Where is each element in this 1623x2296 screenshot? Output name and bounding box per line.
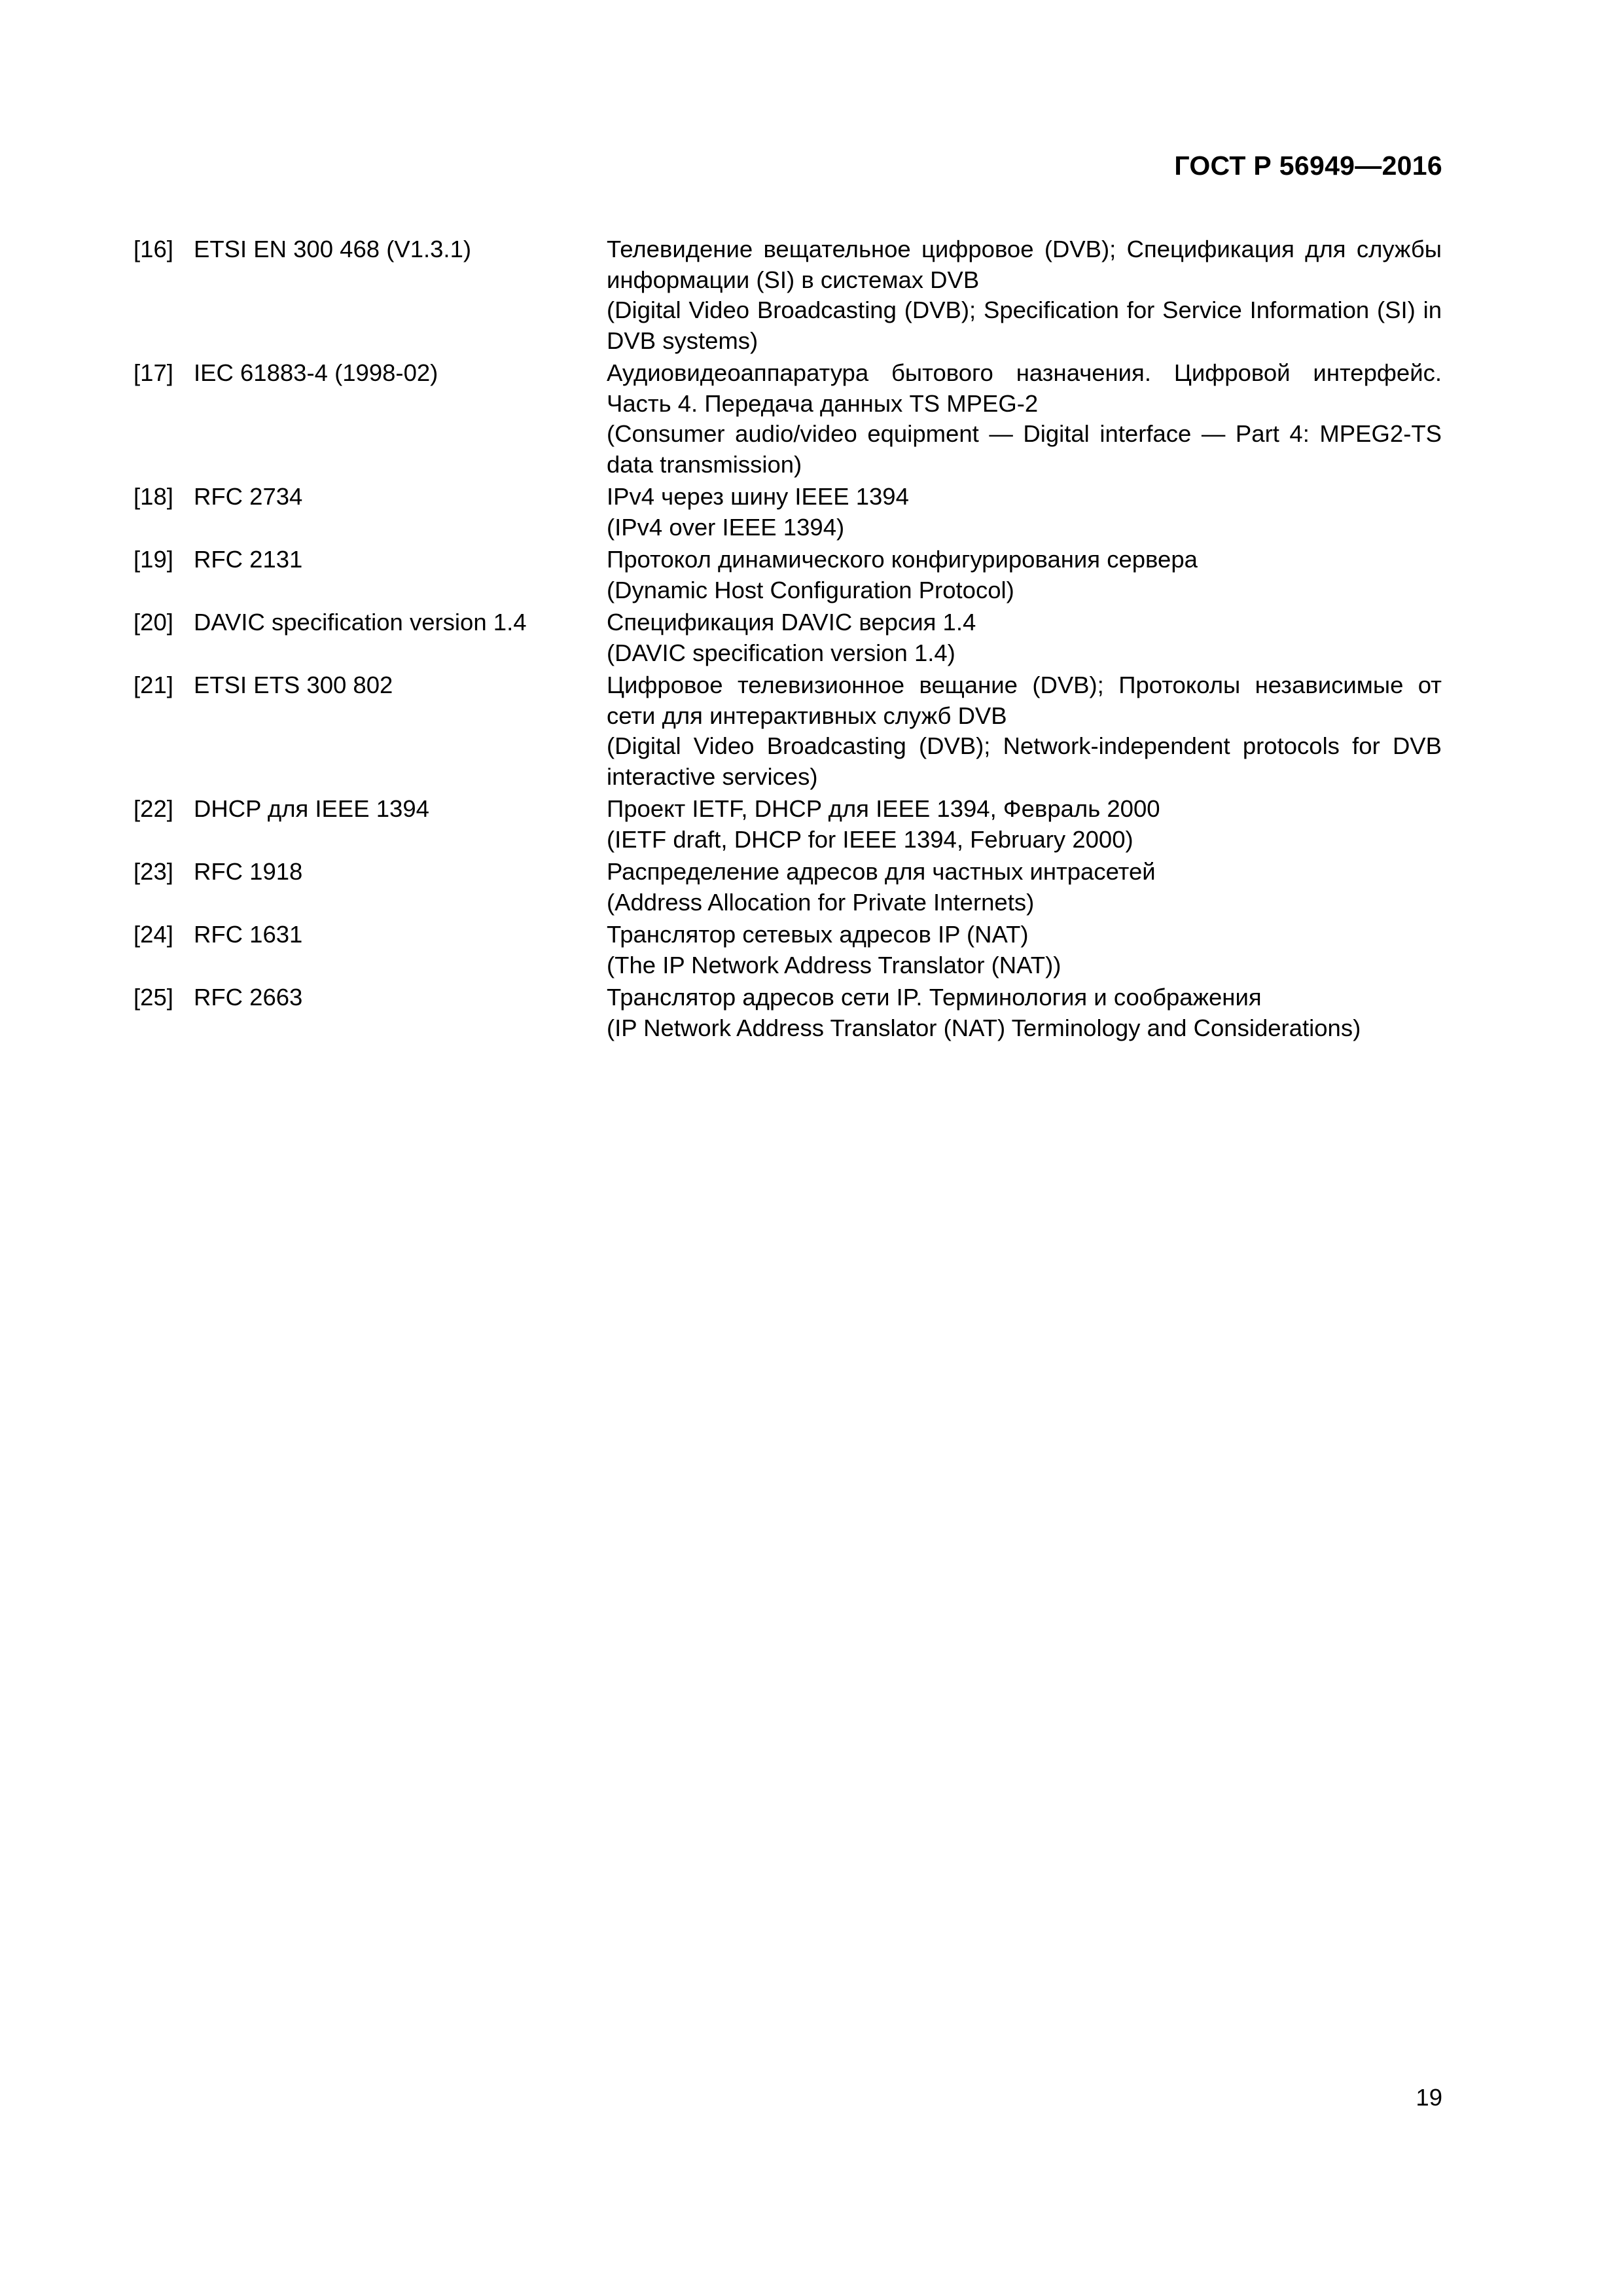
reference-code: ETSI EN 300 468 (V1.3.1) — [194, 236, 472, 262]
document-code: ГОСТ Р 56949—2016 — [1174, 151, 1442, 181]
reference-title-en: (Address Allocation for Private Internets) — [607, 888, 1035, 916]
reference-description — [607, 794, 1442, 855]
reference-code: DAVIC specification version 1.4 — [194, 609, 527, 636]
reference-number: [19] — [134, 546, 173, 573]
reference-title-en: (Dynamic Host Configuration Protocol) — [607, 576, 1014, 603]
reference-title-ru: Проект IETF, DHCP для IEEE 1394, Февраль 2000 — [607, 795, 1160, 822]
reference-code: DHCP для IEEE 1394 — [194, 795, 429, 822]
reference-code: RFC 1631 — [194, 921, 303, 948]
reference-title-ru: Телевидение вещательное цифровое (DVB); Спецификация для службы информации (SI) в системах DVB — [607, 236, 1442, 293]
reference-title-ru: IPv4 через шину IEEE 1394 — [607, 483, 909, 510]
reference-title-ru: Распределение адресов для частных интрасетей — [607, 858, 1156, 885]
reference-item — [134, 482, 1442, 543]
reference-title-en: (The IP Network Address Translator (NAT)) — [607, 951, 1061, 978]
bibliography-list — [134, 234, 1442, 1045]
reference-number: [20] — [134, 609, 173, 636]
reference-number: [21] — [134, 672, 173, 698]
reference-item — [134, 794, 1442, 855]
reference-title-ru: Спецификация DAVIC версия 1.4 — [607, 609, 976, 636]
reference-number: [16] — [134, 236, 173, 262]
reference-item — [134, 358, 1442, 480]
reference-title-en: (IPv4 over IEEE 1394) — [607, 513, 845, 541]
reference-code: ETSI ETS 300 802 — [194, 672, 393, 698]
reference-item — [134, 545, 1442, 605]
reference-number: [22] — [134, 795, 173, 822]
reference-code: RFC 2131 — [194, 546, 303, 573]
reference-title-en: (Digital Video Broadcasting (DVB); Network-independent protocols for DVB interactive services) — [607, 732, 1442, 790]
reference-number: [25] — [134, 984, 173, 1011]
reference-title-en: (Consumer audio/video equipment — Digital interface — Part 4: MPEG2-TS data transmission) — [607, 420, 1442, 478]
reference-number: [23] — [134, 858, 173, 885]
reference-number: [17] — [134, 359, 173, 386]
reference-item — [134, 920, 1442, 980]
reference-title-ru: Транслятор сетевых адресов IP (NAT) — [607, 921, 1029, 948]
reference-title-en: (DAVIC specification version 1.4) — [607, 639, 955, 666]
reference-title-en: (Digital Video Broadcasting (DVB); Specification for Service Information (SI) in DVB systems) — [607, 296, 1442, 354]
reference-title-ru: Цифровое телевизионное вещание (DVB); Протоколы независимые от сети для интерактивных служб DVB — [607, 672, 1442, 729]
reference-description — [607, 982, 1442, 1043]
reference-number: [24] — [134, 921, 173, 948]
reference-description — [607, 482, 1442, 543]
reference-code: RFC 2663 — [194, 984, 303, 1011]
reference-item — [134, 670, 1442, 792]
reference-title-ru: Транслятор адресов сети IP. Терминология и соображения — [607, 984, 1262, 1011]
page-number: 19 — [1416, 2084, 1442, 2111]
reference-code: IEC 61883-4 (1998-02) — [194, 359, 438, 386]
reference-item — [134, 234, 1442, 356]
reference-description — [607, 234, 1442, 356]
reference-title-en: (IP Network Address Translator (NAT) Terminology and Considerations) — [607, 1014, 1361, 1041]
reference-item — [134, 607, 1442, 668]
reference-description — [607, 920, 1442, 980]
reference-item — [134, 982, 1442, 1043]
reference-title-ru: Протокол динамического конфигурирования сервера — [607, 546, 1198, 573]
reference-title-ru: Аудиовидеоаппаратура бытового назначения. Цифровой интерфейс. Часть 4. Передача данных TS MPEG-2 — [607, 359, 1442, 417]
reference-item — [134, 857, 1442, 918]
reference-description — [607, 857, 1442, 918]
reference-number: [18] — [134, 483, 173, 510]
reference-description — [607, 670, 1442, 792]
reference-description — [607, 545, 1442, 605]
reference-description — [607, 358, 1442, 480]
reference-code: RFC 2734 — [194, 483, 303, 510]
reference-description — [607, 607, 1442, 668]
reference-title-en: (IETF draft, DHCP for IEEE 1394, February 2000) — [607, 825, 1133, 853]
reference-code: RFC 1918 — [194, 858, 303, 885]
